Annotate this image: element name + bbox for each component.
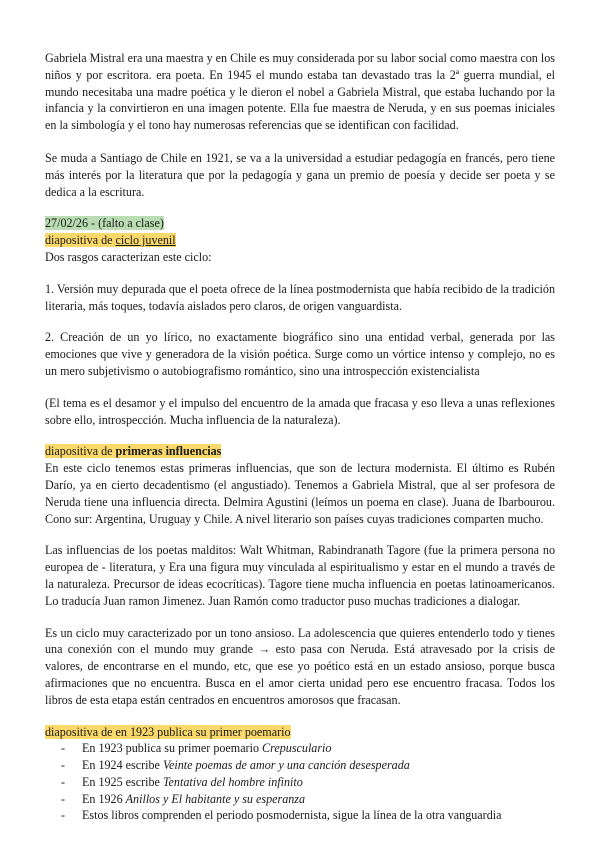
- slide-heading-primeras-influencias: diapositiva de primeras influencias: [45, 444, 222, 459]
- paragraph-influencias-1: En este ciclo tenemos estas primeras influencias, que son de lectura modernista. El último es Rubén Darío, ya en cierto decadentismo (el angustiado). Tenemos a Gabriela Mistral, que al ser profesora de Neruda tiene una influencia directa. Delmira Agustini (leímos un poema en clase). Juana de Ibarbourou. Cono sur: Argentina, Uruguay y Chile. A nivel literario son países cuyas tradiciones comparten mucho.: [45, 461, 555, 526]
- document-page: [45, 50, 555, 824]
- paragraph-mistral: Gabriela Mistral era una maestra y en Chile es muy considerada por su labor social como maestra con los niños y por escritora. era poeta. En 1945 el mundo estaba tan devastado tras la 2ª guerra mundial, el mundo necesitaba una madre poética y le dieron el nobel a Gabriela Mistral, que estaba luchando por la infancia y la convirtieron en una imagen potente. Ella fue maestra de Neruda, y en sus poemas iniciales en la simbología y el tono hay numerosas referencias que se identifican con facilidad.: [45, 51, 555, 133]
- paragraph-influencias-2: Las influencias de los poetas malditos: Walt Whitman, Rabindranath Tagore (fue la primera persona no europea de - literatura, y Era una figura muy vinculada al espiritualismo y estar en el mundo a través de la naturaleza. Precursor de ideas ecocríticas). Tagore tiene mucha influencia en poetas latinoamericanos. Lo traducía Juan ramon Jimenez. Juan Ramón como traductor puso muchas tradiciones a dialogar.: [45, 543, 555, 608]
- list-item: - Estos libros comprenden el periodo posmodernista, sigue la línea de la otra vanguardia: [61, 808, 502, 823]
- slide-heading-1923: diapositiva de en 1923 publica su primer poemario: [45, 724, 291, 739]
- slide-heading-ciclo-juvenil: diapositiva de ciclo juvenil: [45, 233, 176, 248]
- paragraph-intro: Dos rasgos caracterizan este ciclo:: [45, 249, 212, 264]
- paragraph-santiago: Se muda a Santiago de Chile en 1921, se va a la universidad a estudiar pedagogía en francés, pero tiene más interés por la literatura que por la pedagogía y gana un premio de poesía y decide ser poeta y se dedica a la escritura.: [45, 150, 555, 199]
- paragraph-aside: (El tema es el desamor y el impulso del encuentro de la amada que fracasa y eso lleva a unas reflexiones sobre ello, introspección. Mucha influencia de la naturaleza).: [45, 395, 555, 427]
- paragraph-point-2: 2. Creación de un yo lírico, no exactamente biográfico sino una entidad verbal, generada por las emociones que vive y generadora de la visión poética. Surge como un vórtice intenso y complejo, no es un mero subjetivismo o autobiografismo romántico, sino una introspección existencialista: [45, 330, 555, 378]
- paragraph-ciclo-ansioso: Es un ciclo muy caracterizado por un tono ansioso. La adolescencia que quieres entenderlo todo y tienes una conexión con el mundo muy grande → esto pasa con Neruda. Está atravesado por la crisis de valores, de encontrarse en el mundo, etc, que ese yo poético está en un estado ansioso, porque busca afirmaciones que no encuentra. Busca en el amor cierta unidad pero ese encuentro fracasa. Todos los libros de esta etapa están centrados en encuentros amorosos que fracasan.: [45, 625, 555, 707]
- list-item: - En 1926 Anillos y El habitante y su esperanza: [61, 791, 306, 806]
- list-item: - En 1923 publica su primer poemario Crepusculario: [61, 741, 332, 756]
- works-list: [45, 740, 555, 824]
- list-item: - En 1925 escribe Tentativa del hombre infinito: [61, 774, 303, 789]
- date-note: 27/02/26 - (falto a clase): [45, 216, 164, 231]
- paragraph-point-1: 1. Versión muy depurada que el poeta ofrece de la línea postmodernista que había recibido de la tradición literaria, más toques, todavía aislados pero claros, de origen vanguardista.: [45, 281, 555, 313]
- list-item: - En 1924 escribe Veinte poemas de amor y una canción desesperada: [61, 758, 410, 773]
